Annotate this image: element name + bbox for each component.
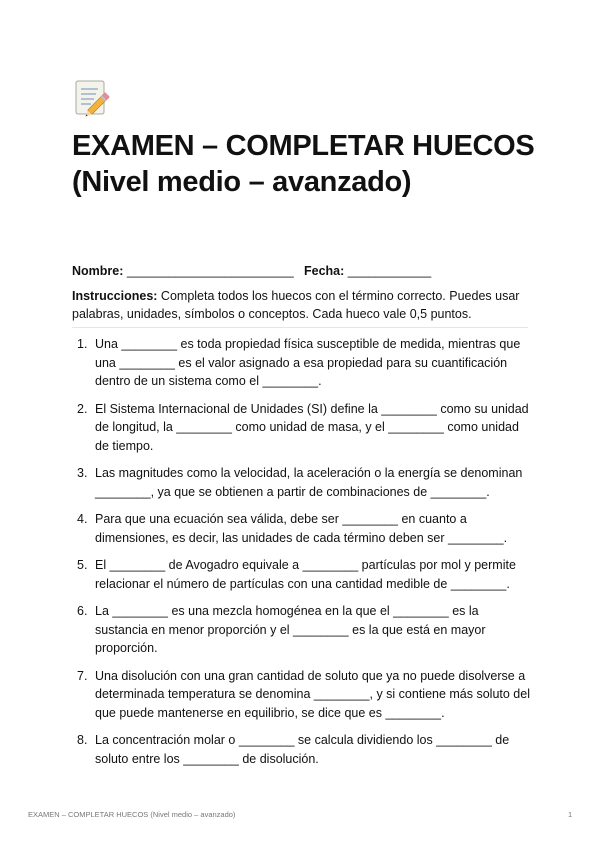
instructions-text: Completa todos los huecos con el término correcto. Puedes usar palabras, unidades, símbolos o conceptos. Cada hueco vale 0,5 puntos.	[72, 289, 520, 321]
question-number: 7.	[77, 668, 88, 683]
name-label: Nombre:	[72, 264, 124, 278]
footer-page-number: 1	[568, 810, 573, 819]
question-number: 3.	[77, 466, 88, 480]
question-number: 2.	[77, 401, 88, 416]
question-item	[72, 602, 532, 658]
question-item	[72, 400, 532, 456]
question-text: Una disolución con una gran cantidad de soluto que ya no puede disolverse a determinada temperatura se denomina ________, y si contiene más soluto del que puede mantenerse en equilibrio, se dice que es ________.	[95, 668, 530, 720]
question-item	[72, 464, 532, 501]
question-number: 8.	[77, 733, 88, 747]
date-blank: ____________	[347, 264, 432, 278]
question-text: El Sistema Internacional de Unidades (SI) define la ________ como su unidad de longitud, la ________ como unidad de masa, y el ________ como unidad de tiempo.	[95, 401, 529, 453]
question-item	[72, 667, 532, 723]
question-text: Una ________ es toda propiedad física susceptible de medida, mientras que una ________ es el valor asignado a esa propiedad para su cuantificación dentro de un sistema como el ________.	[95, 337, 521, 388]
question-number: 4.	[77, 512, 88, 526]
date-label: Fecha:	[304, 264, 345, 278]
name-field[interactable]	[72, 264, 294, 278]
question-text: El ________ de Avogadro equivale a ________ partículas por mol y permite relacionar el número de partículas con una cantidad medible de ________.	[95, 558, 516, 591]
footer-title: EXAMEN – COMPLETAR HUECOS (Nivel medio – avanzado)	[28, 810, 236, 819]
question-item	[72, 556, 532, 593]
divider	[72, 327, 528, 328]
date-field[interactable]	[304, 263, 431, 279]
student-info-row	[72, 263, 542, 279]
question-item	[72, 731, 532, 768]
question-list	[72, 335, 532, 777]
page-title: EXAMEN – COMPLETAR HUECOS (Nivel medio – avanzado)	[72, 130, 535, 198]
question-number: 1.	[77, 337, 88, 351]
instructions	[72, 287, 532, 323]
question-text: La concentración molar o ________ se calcula dividiendo los ________ de soluto entre los ________ de disolución.	[95, 733, 510, 766]
question-text: La ________ es una mezcla homogénea en la que el ________ es la sustancia en menor proporción y el ________ es la que está en mayor proporción.	[95, 604, 486, 655]
memo-pencil-icon	[72, 78, 114, 118]
question-number: 6.	[77, 604, 88, 618]
question-text: Para que una ecuación sea válida, debe ser ________ en cuanto a dimensiones, es decir, las unidades de cada término deben ser ________.	[95, 512, 508, 545]
name-blank: ________________________	[126, 264, 294, 278]
question-number: 5.	[77, 558, 88, 572]
question-item	[72, 510, 532, 547]
question-text: Las magnitudes como la velocidad, la aceleración o la energía se denominan ________, ya que se obtienen a partir de combinaciones de ________.	[95, 466, 523, 499]
instructions-label: Instrucciones:	[72, 289, 158, 303]
question-item	[72, 335, 532, 391]
